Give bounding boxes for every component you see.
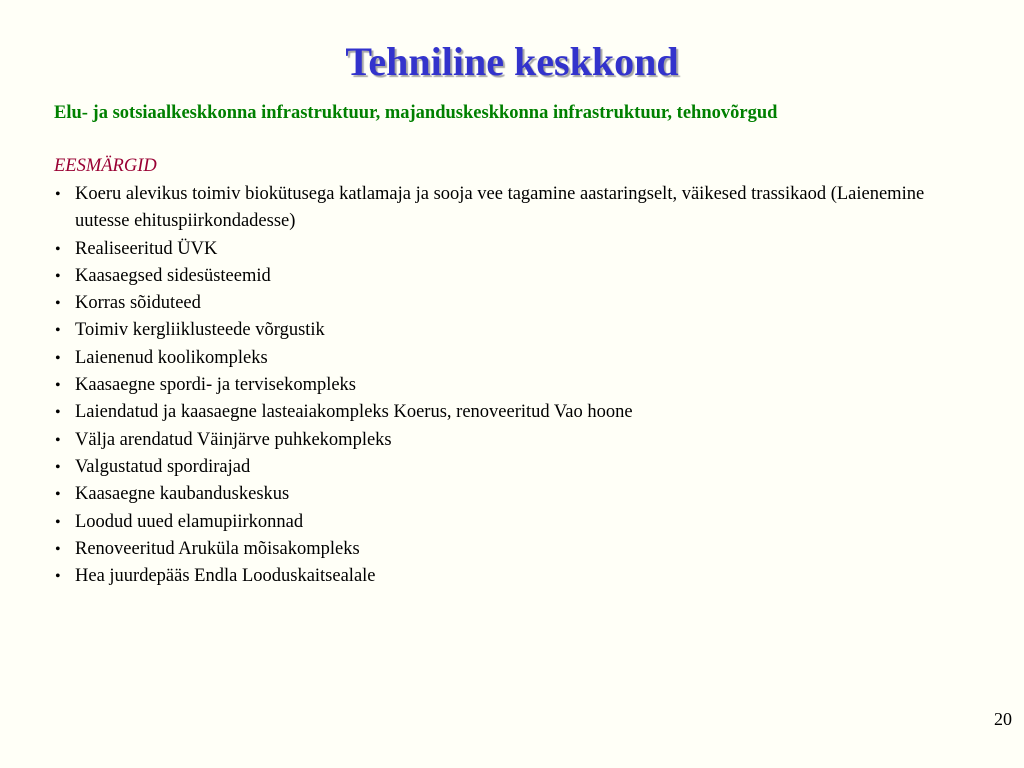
goal-text: Renoveeritud Aruküla mõisakompleks xyxy=(75,538,360,559)
bullet-icon: • xyxy=(55,322,61,340)
bullet-icon: • xyxy=(55,568,61,586)
goal-list xyxy=(54,181,974,590)
goal-item xyxy=(54,236,974,263)
goal-item xyxy=(54,263,974,290)
goal-item xyxy=(54,181,974,236)
bullet-icon: • xyxy=(55,186,61,203)
bullet-icon: • xyxy=(55,513,61,531)
bullet-icon: • xyxy=(55,404,61,422)
goal-text: Välja arendatud Väinjärve puhkekompleks xyxy=(75,429,392,450)
goal-item xyxy=(54,454,974,481)
bullet-icon: • xyxy=(55,486,61,504)
goal-text: Kaasaegsed sidesüsteemid xyxy=(75,265,271,286)
goal-text: Valgustatud spordirajad xyxy=(75,456,251,477)
goal-item xyxy=(54,563,974,590)
goal-text: Kaasaegne kaubanduskeskus xyxy=(75,484,290,505)
goal-text: Hea juurdepääs Endla Looduskaitsealale xyxy=(75,566,376,587)
goal-item xyxy=(54,481,974,508)
goal-text: Kaasaegne spordi- ja tervisekompleks xyxy=(75,375,357,396)
bullet-icon: • xyxy=(55,240,61,258)
goal-text: Laiendatud ja kaasaegne lasteaiakompleks Koerus, renoveeritud Vao hoone xyxy=(75,402,633,423)
bullet-icon: • xyxy=(55,295,61,313)
goal-item xyxy=(54,536,974,563)
goal-text: Korras sõiduteed xyxy=(75,293,201,314)
goal-text: Laienenud koolikompleks xyxy=(75,347,268,368)
goal-item xyxy=(54,509,974,536)
goal-item xyxy=(54,427,974,454)
goal-text: Toimiv kergliiklusteede võrgustik xyxy=(75,320,325,341)
goal-text: Realiseeritud ÜVK xyxy=(75,238,218,259)
bullet-icon: • xyxy=(55,267,61,285)
bullet-icon: • xyxy=(55,540,61,558)
slide-title: Tehniline keskkond xyxy=(345,39,679,84)
bullet-icon: • xyxy=(55,431,61,449)
bullet-icon: • xyxy=(55,458,61,476)
bullet-icon: • xyxy=(55,377,61,395)
page-number: 20 xyxy=(994,709,1012,729)
goal-text: Koeru alevikus toimiv biokütusega katlamaja ja sooja vee tagamine aastaringselt, väikesed trassikaod (Laienemine uutesse ehituspiirkondadesse) xyxy=(75,184,925,232)
goal-item xyxy=(54,372,974,399)
goal-item xyxy=(54,290,974,317)
goal-item xyxy=(54,317,974,344)
bullet-icon: • xyxy=(55,349,61,367)
goal-item xyxy=(54,345,974,372)
slide-subtitle: Elu- ja sotsiaalkeskkonna infrastruktuur, majanduskeskkonna infrastruktuur, tehnovõrgud xyxy=(54,103,778,123)
goal-item xyxy=(54,399,974,426)
section-heading-goals: EESMÄRGID xyxy=(54,156,157,176)
goal-text: Loodud uued elamupiirkonnad xyxy=(75,511,304,532)
